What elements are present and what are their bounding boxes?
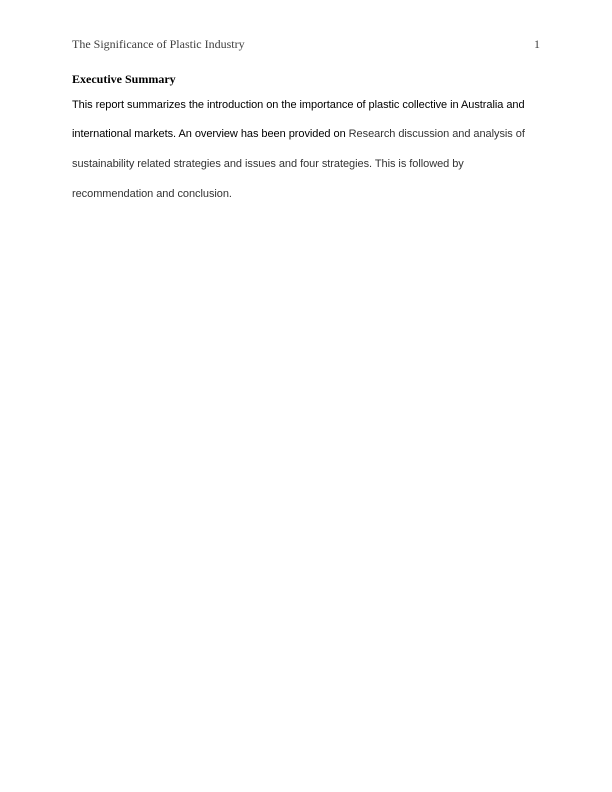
body-line-1: This report summarizes the introduction on the importance of plastic collective in Australia and bbox=[72, 99, 525, 111]
section-heading: Executive Summary bbox=[72, 72, 176, 86]
body-line-2 bbox=[72, 128, 525, 140]
body-line-4: recommendation and conclusion. bbox=[72, 188, 232, 200]
body-line-2-part-a: international markets. An overview has been provided on bbox=[72, 128, 349, 140]
page-number: 1 bbox=[534, 37, 540, 51]
body-line-2-part-b: Research discussion and analysis of bbox=[348, 128, 525, 140]
running-head: The Significance of Plastic Industry bbox=[72, 37, 245, 51]
body-line-3: sustainability related strategies and issues and four strategies. This is followed by bbox=[72, 158, 464, 170]
